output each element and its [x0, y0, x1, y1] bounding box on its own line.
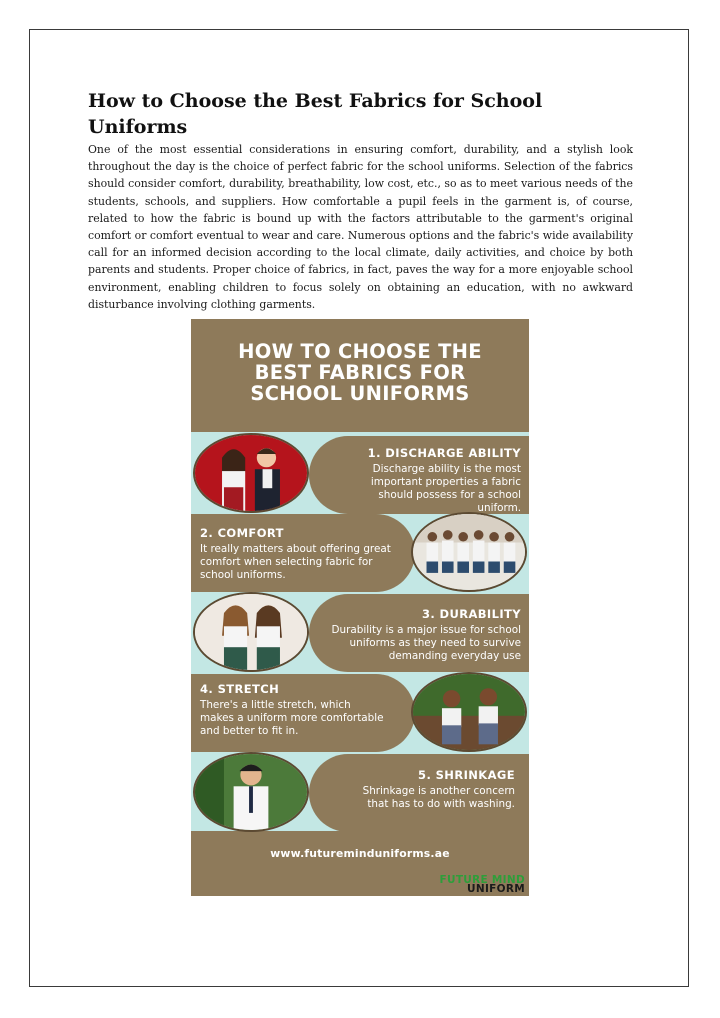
- infographic-title-line: BEST FABRICS FOR: [254, 361, 466, 384]
- students-photo-3: [193, 592, 309, 672]
- document-paragraph: One of the most essential considerations in ensuring comfort, durability, and a stylish look throughout the day is the choice of perfect fabric for the school uniforms. Selection of the fabrics should consider comfort, durability, breathability, low cost, etc., so as to meet various needs of the students, schools, and suppliers. How comfortable a pupil feels in the garment is, of course, related to how the fabric is bound up with the factors attributable to the garment's original comfort or comfort eventual to wear and care. Numerous options and the fabric's wide availability call for an informed decision according to the local climate, daily activities, and choice by both parents and students. Proper choice of fabrics, in fact, paves the way for a more enjoyable school environment, enabling children to focus solely on obtaining an education, with no awkward disturbance involving clothing garments.: [88, 143, 633, 311]
- item-text: Shrinkage is another concern that has to do with washing.: [362, 785, 515, 810]
- students-photo-4: [411, 672, 527, 752]
- item-durability: [309, 594, 529, 672]
- student-photo-5: [193, 752, 309, 832]
- infographic-title-line: SCHOOL UNIFORMS: [250, 382, 470, 405]
- item-text: It really matters about offering great comfort when selecting fabric for school uniforms.: [200, 543, 391, 581]
- students-photo-1: [193, 433, 309, 513]
- item-text: Durability is a major issue for school uniforms as they need to survive demanding everyday use: [331, 624, 521, 662]
- students-photo-2: [411, 512, 527, 592]
- item-text: There's a little stretch, which makes a uniform more comfortable and better to fit in.: [200, 699, 384, 737]
- item-heading: 1. DISCHARGE ABILITY: [367, 446, 521, 460]
- item-stretch: [191, 674, 415, 752]
- infographic: [191, 319, 529, 896]
- website-url: www.futureminduniforms.ae: [270, 847, 450, 860]
- item-comfort: [191, 514, 415, 592]
- item-heading: 3. DURABILITY: [421, 607, 521, 621]
- item-discharge-ability: [309, 436, 529, 514]
- infographic-title-line: HOW TO CHOOSE THE: [238, 340, 482, 363]
- logo-text-bottom: UNIFORM: [467, 883, 525, 895]
- logo-text-top: FUTURE MIND: [439, 874, 525, 886]
- item-text: Discharge ability is the most important properties a fabric should possess for a school uniform.: [370, 463, 521, 514]
- brand-logo: [423, 872, 527, 894]
- item-heading: 2. COMFORT: [200, 526, 284, 540]
- item-heading: 5. SHRINKAGE: [418, 768, 515, 782]
- infographic-title: [191, 341, 529, 404]
- item-heading: 4. STRETCH: [200, 682, 280, 696]
- item-shrinkage: [309, 754, 529, 832]
- document-title: How to Choose the Best Fabrics for School Uniforms: [88, 90, 543, 138]
